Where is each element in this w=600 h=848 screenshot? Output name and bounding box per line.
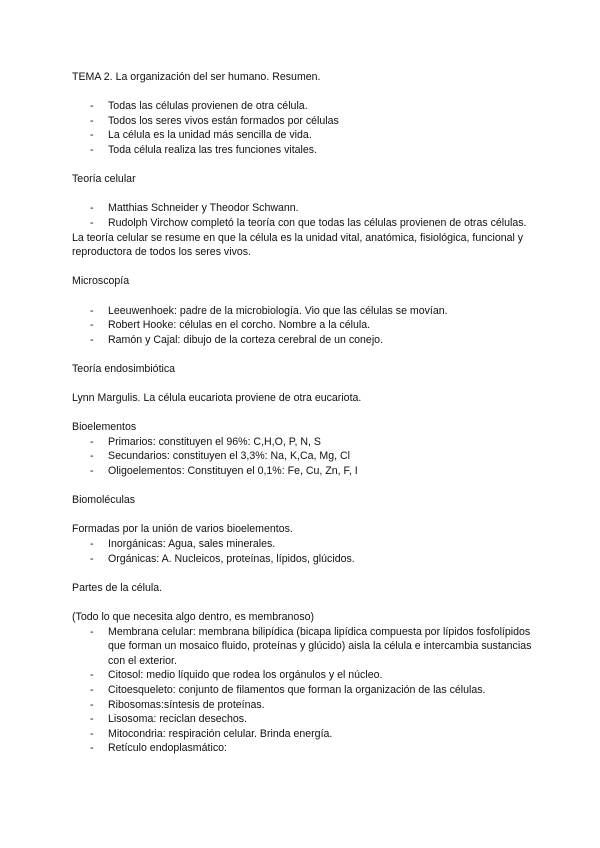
teoria-endosimbiotica-paragraph: Lynn Margulis. La célula eucariota proviene de otra eucariota. (72, 392, 362, 405)
bioelementos-list (72, 435, 550, 479)
list-item: - Citoesqueleto: conjunto de filamentos que forman la organización de las células. (90, 683, 550, 698)
list-item: - Retículo endoplasmático: (90, 741, 550, 756)
list-item: - Toda célula realiza las tres funciones vitales. (90, 143, 550, 158)
section-heading-partes-celula: Partes de la célula. (72, 581, 163, 594)
biomoleculas-paragraph: Formadas por la unión de varios bioelementos. (72, 523, 293, 536)
list-item: - Robert Hooke: células en el corcho. Nombre a la célula. (90, 318, 550, 333)
list-item: - Matthias Schneider y Theodor Schwann. (90, 201, 550, 216)
section-heading-bioelementos: Bioelementos (72, 421, 137, 434)
partes-celula-paragraph: (Todo lo que necesita algo dentro, es membranoso) (72, 610, 315, 623)
list-item: - Lisosoma: reciclan desechos. (90, 712, 550, 727)
list-item: - Membrana celular: membrana bilipídica (bicapa lipídica compuesta por lípidos fosfolípidos que forman un mosaico fluido, proteínas y glúcido) aisla la célula e intercambia sustancias con el exterior. (90, 625, 550, 669)
list-item: - Citosol: medio líquido que rodea los orgánulos y el núcleo. (90, 668, 550, 683)
list-item: - Inorgánicas: Agua, sales minerales. (90, 537, 550, 552)
list-item: - Orgánicas: A. Nucleicos, proteínas, lípidos, glúcidos. (90, 552, 550, 567)
list-item: - Primarios: constituyen el 96%: C,H,O, P, N, S (90, 435, 550, 450)
microscopia-list (72, 304, 550, 348)
list-item: - Ribosomas:síntesis de proteínas. (90, 698, 550, 713)
list-item: - Rudolph Virchow completó la teoría con que todas las células provienen de otras células. (90, 216, 550, 231)
biomoleculas-list (72, 537, 550, 566)
section-heading-teoria-celular: Teoría celular (72, 173, 136, 186)
list-item: - La célula es la unidad más sencilla de vida. (90, 128, 550, 143)
section-heading-biomoleculas: Biomoléculas (72, 494, 136, 507)
document-title: TEMA 2. La organización del ser humano. Resumen. (72, 71, 321, 83)
section-heading-teoria-endosimbiotica: Teoría endosimbiótica (72, 362, 176, 375)
partes-celula-list (72, 625, 550, 756)
list-item: - Ramón y Cajal: dibujo de la corteza cerebral de un conejo. (90, 333, 550, 348)
teoria-celular-paragraph: La teoría celular se resume en que la célula es la unidad vital, anatómica, fisiológica, funcional y reproductora de todos los seres vivos. (72, 231, 524, 259)
list-item: - Leeuwenhoek: padre de la microbiología. Vio que las células se movían. (90, 304, 550, 319)
list-item: - Secundarios: constituyen el 3,3%: Na, K,Ca, Mg, Cl (90, 449, 550, 464)
list-item: - Todos los seres vivos están formados por células (90, 114, 550, 129)
intro-list (72, 99, 550, 157)
section-heading-microscopia: Microscopía (72, 275, 130, 288)
list-item: - Mitocondria: respiración celular. Brinda energía. (90, 727, 550, 742)
list-item: - Todas las células provienen de otra célula. (90, 99, 550, 114)
teoria-celular-list (72, 201, 550, 230)
list-item: - Oligoelementos: Constituyen el 0,1%: Fe, Cu, Zn, F, I (90, 464, 550, 479)
